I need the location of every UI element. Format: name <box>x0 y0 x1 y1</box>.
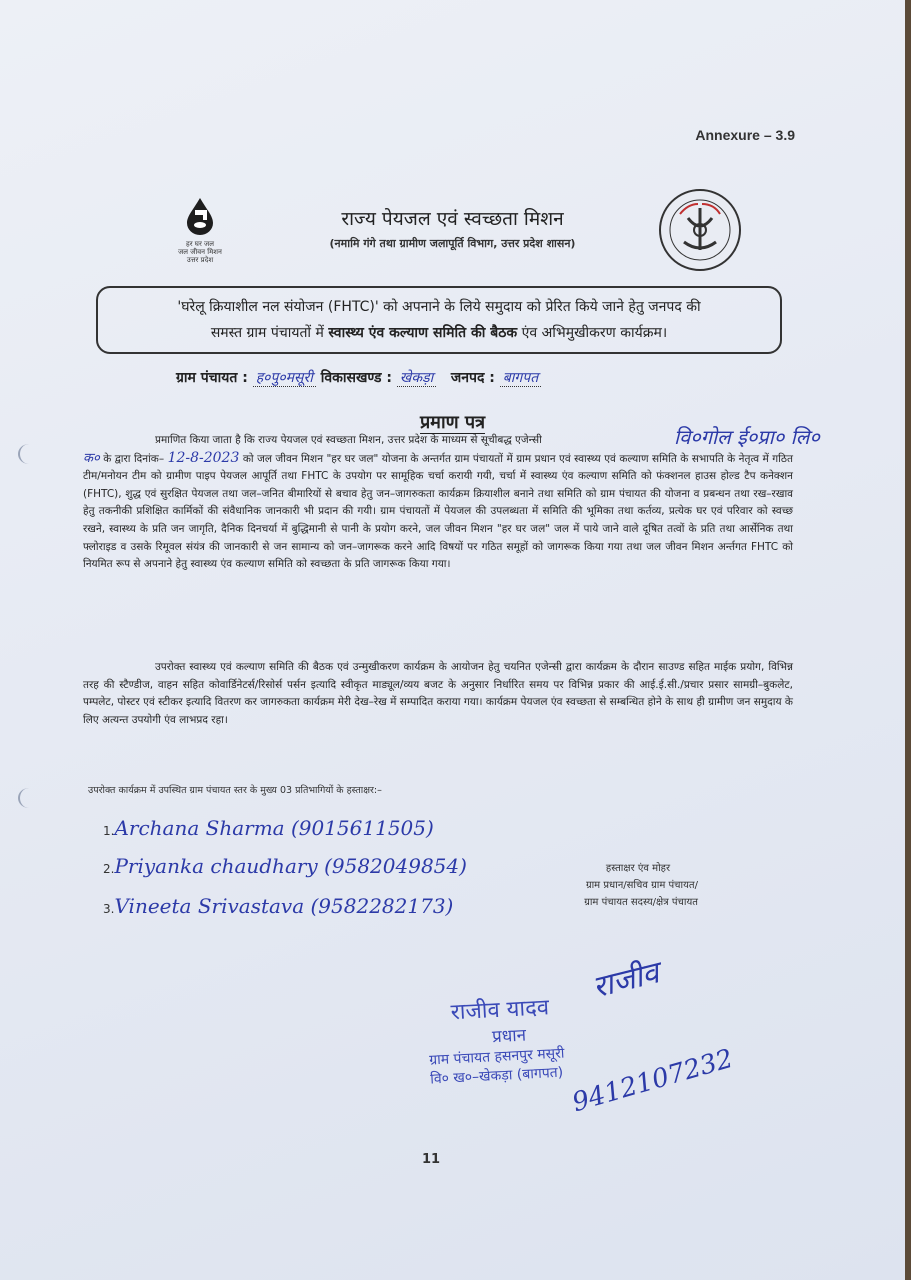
program-title-line1: 'घरेलू क्रियाशील नल संयोजन (FHTC)' को अपनाने के लिये समुदाय को प्रेरित किये जाने हेतु जनपद की <box>177 299 701 315</box>
program-title-line2-a: समस्त ग्राम पंचायतों में <box>210 325 329 341</box>
signatory-2 <box>103 854 467 878</box>
block-value: खेकड़ा <box>397 370 436 387</box>
district-label: जनपद : <box>450 370 495 386</box>
program-title-line2 <box>110 320 768 346</box>
certificate-paragraph-1 <box>83 432 793 574</box>
signatory-name: Priyanka chaudhary (9582049854) <box>114 854 467 878</box>
certificate-paragraph-2: उपरोक्त स्वास्थ्य एवं कल्याण समिति की बैठक एवं उन्मुखीकरण कार्यक्रम के आयोजन हेतु चयनित एजेन्सी द्वारा कार्यक्रम के दौरान साउण्ड सहित माईक प्रयोग, विभिन्न तरह की स्टैण्डीज, वाहन सहित कोवार्डिनेटर्स/रिसोर्स पर्सन इत्यादि स्वीकृत माड्यूल/व्यय बजट के अनुसार निर्धारित समय पर विभिन्न प्रकार की आई.ई.सी./प्रचार प्रसार सामग्री–बुकलेट, पम्पलेट, पोस्टर एवं स्टीकर इत्यादि वितरण कर जागरुकता कार्यक्रम मेरी देख–रेख में सम्पादित कराया गया। कार्यक्रम पेयजल एंव स्वच्छता से सम्बन्धित होने के साथ ही ग्रामीण जन समुदाय के लिए अत्यन्त उपयोगी एंव लाभप्रद रहा। <box>83 661 793 726</box>
logo-caption-3: उत्तर प्रदेश <box>186 256 214 264</box>
signatory-3 <box>103 894 453 918</box>
para1-text-3: को जल जीवन मिशन "हर घर जल" योजना के अन्तर्गत ग्राम पंचायतों में ग्राम प्रधान एवं स्वास्थ्य एवं कल्याण समिति के सभापति के नेतृत्व में गठित टीम/मनोयन टीम को ग्रामीण पाइप पेयजल आपूर्ति तथा FHTC के उपयोग पर सामूहिक चर्चा करायी गयी, चर्चा में स्वास्थ्य एंव कल्याण समिति को फंक्शनल हाउस होल्ड टैप कनेक्शन (FHTC), शुद्ध एवं सुरक्षित पेयजल तथा जल–जनित बीमारियों से बचाव हेतु जन–जागरुकता कार्यक्रम क्रियाशील बनाने तथा समिति को ग्राम पंचायत की योजना व प्रबन्धन तथा रख–रखाव हेतु तकनीकी प्रशिक्षित कार्मिकों की संवैधानिक जानकारी भी प्रदान की गयी। ग्राम पंचायतों में पेयजल की उपलब्धता में समिति की भूमिका तथा कर्तव्य, प्रत्येक घर एवं परिवार को स्वच्छ रखने, स्वास्थ्य के प्रति जन जागृति, दैनिक दिनचर्या में बुद्धिमानी से पानी के प्रयोग करने, जल जीवन मिशन "हर घर जल" जल में पाये जाने वाले दूषित तत्वों के प्रति तथा आर्सेनिक तथा फ्लोराइड व उसके रिमूवल संयंत्र की जानकारी से जन सामान्य को जन–जागरूक करने आदि विषयों पर गठित समूहों को जागरूक किया गया तथा जल जीवन मिशन अर्न्तगत FHTC को नियमित रूप से अपनाने हेतु स्वास्थ्य एंव कल्याण समिति को स्वच्छता के प्रति जागरूक किया गया। <box>83 452 793 571</box>
signatory-number: 3. <box>103 902 115 916</box>
page-number: 11 <box>421 1152 441 1167</box>
logo-caption-1: हर घर जल <box>186 240 214 248</box>
signatory-name: Archana Sharma (9015611505) <box>114 816 434 840</box>
program-date: 12-8-2023 <box>167 449 240 466</box>
mission-title: राज्य पेयजल एवं स्वच्छता मिशन <box>341 208 564 230</box>
para1-text-1: प्रमाणित किया जाता है कि राज्य पेयजल एवं स्वच्छता मिशन, उत्तर प्रदेश के माध्यम से सूचीबद्ध एजेन्सी <box>155 434 542 446</box>
stamp-label <box>518 860 698 911</box>
pradhan-signature: राजीव <box>589 955 663 1006</box>
block-label: विकासखण्ड : <box>320 370 393 386</box>
pradhan-role: प्रधान <box>491 1025 527 1048</box>
up-government-seal <box>658 188 742 272</box>
program-title-line2-c: एंव अभिमुखीकरण कार्यक्रम। <box>517 325 668 341</box>
signatory-1 <box>103 816 434 840</box>
program-title-line2-bold: स्वास्थ्य एंव कल्याण समिति की बैठक <box>328 325 518 341</box>
pradhan-panchayat: ग्राम पंचायत हसनपुर मसूरी <box>428 1045 565 1069</box>
signatory-name: Vineeta Srivastava (9582282173) <box>114 894 454 918</box>
punch-hole <box>18 444 40 464</box>
signatory-number: 2. <box>103 862 115 876</box>
pradhan-stamp <box>420 991 566 1089</box>
agency-suffix-handwritten: क० <box>83 450 100 466</box>
stamp-label-line3: ग्राम पंचायत सदस्य/क्षेत्र पंचायत <box>584 897 698 908</box>
gram-panchayat-value: ह०पु०मसूरी <box>253 370 316 387</box>
location-line <box>176 368 541 387</box>
para1-text-2: के द्वारा दिनांक– <box>99 452 168 465</box>
logo-caption-2: जल जीवन मिशन <box>178 248 222 256</box>
pradhan-phone: 9412107232 <box>569 1043 737 1119</box>
page-edge <box>905 0 911 1280</box>
mission-subtitle: (नमामि गंगे तथा ग्रामीण जलापूर्ति विभाग, उत्तर प्रदेश शासन) <box>329 237 576 250</box>
stamp-label-line1: हस्ताक्षर एंव मोहर <box>605 863 671 874</box>
gram-panchayat-label: ग्राम पंचायत : <box>176 370 248 386</box>
punch-hole <box>18 788 40 808</box>
signatory-number: 1. <box>103 824 115 838</box>
program-title-box <box>96 286 782 354</box>
signatories-label: उपरोक्त कार्यक्रम में उपस्थित ग्राम पंचायत स्तर के मुख्य 03 प्रतिभागियों के हस्ताक्षर:– <box>88 785 382 796</box>
agency-handwritten: वि०गोल ई०प्रा० लि० <box>674 425 820 449</box>
certificate-title-text: प्रमाण पत्र <box>419 412 486 433</box>
stamp-label-line2: ग्राम प्रधान/सचिव ग्राम पंचायत/ <box>585 880 698 891</box>
pradhan-name: राजीव यादव <box>450 995 550 1026</box>
district-value: बागपत <box>500 370 541 387</box>
annexure-label: Annexure – 3.9 <box>695 127 795 143</box>
pradhan-block: वि० ख०–खेकड़ा (बागपत) <box>429 1064 564 1088</box>
